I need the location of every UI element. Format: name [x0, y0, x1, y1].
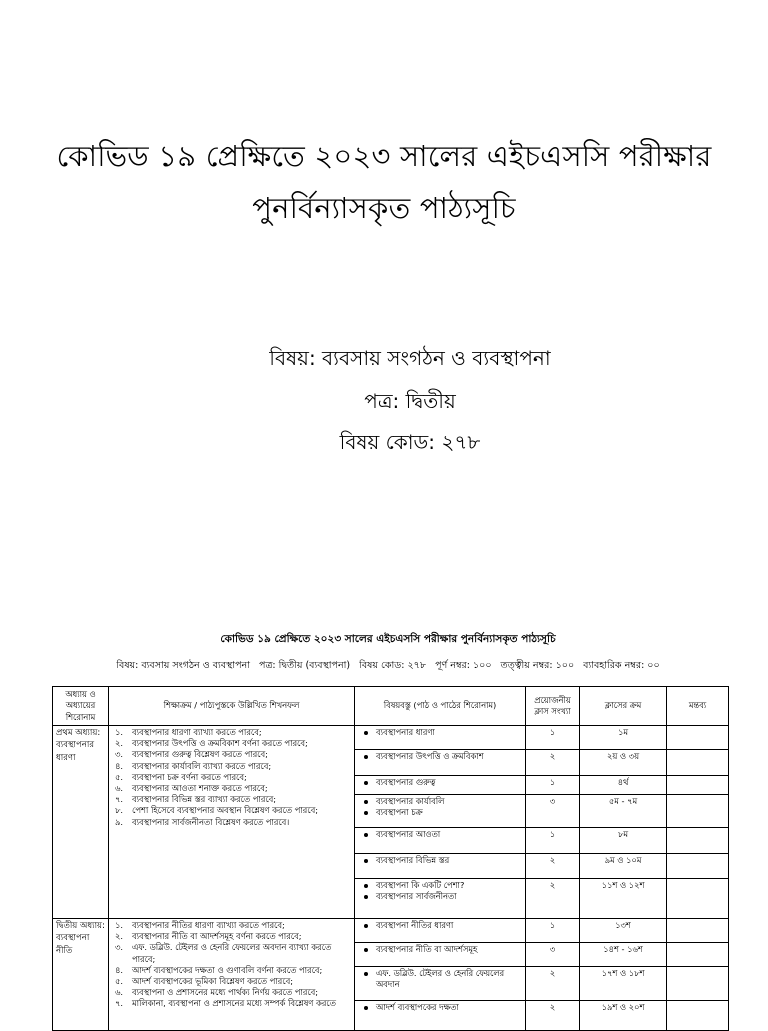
- outcome-number: ৩.: [115, 749, 124, 760]
- class-count: ২: [526, 1001, 580, 1031]
- topic-cell: [355, 919, 526, 943]
- topic-bullet: ব্যবস্থাপনার আওতা: [358, 829, 522, 840]
- outcome-item: [112, 761, 351, 772]
- remarks-cell: [667, 854, 729, 879]
- topic-bullet: ব্যবস্থাপনার সার্বজনীনতা: [358, 891, 522, 902]
- meta-paper: পত্র: দ্বিতীয় (ব্যবস্থাপনা): [259, 660, 351, 671]
- outcome-text: আদর্শ ব্যবস্থাপকের ভূমিকা বিশ্লেষণ করতে পারবে;: [132, 975, 293, 986]
- outcome-text: পারবে;: [132, 953, 156, 964]
- class-sequence: ১১শ ও ১২শ: [580, 879, 667, 919]
- class-count: ২: [526, 750, 580, 776]
- outcome-number: ১.: [115, 727, 124, 737]
- syllabus-table: [52, 686, 729, 1031]
- header-chapter: অধ্যায় ও অধ্যায়ের শিরোনাম: [53, 687, 109, 726]
- topic-bullet: ব্যবস্থাপনা কি একটি পেশা?: [358, 880, 522, 891]
- outcome-number: ৪.: [115, 760, 124, 771]
- outcome-text: ব্যবস্থাপনা চক্র বর্ণনা করতে পারবে;: [132, 771, 247, 782]
- outcome-number: ৮.: [115, 805, 124, 816]
- outcome-item: [112, 965, 351, 976]
- remarks-cell: [667, 1001, 729, 1031]
- topic-cell: [355, 854, 526, 879]
- subject-code-line: বিষয় কোড: ২৭৮: [339, 430, 481, 454]
- remarks-cell: [667, 943, 729, 967]
- outcome-number: ১.: [115, 920, 124, 930]
- outcome-number: ৫.: [115, 975, 124, 986]
- outcome-number: ৭.: [115, 794, 124, 805]
- outcome-text: ব্যবস্থাপনার বিভিন্ন স্তর ব্যাখ্যা করতে পারবে;: [132, 794, 277, 805]
- outcome-text: ব্যবস্থাপনার উৎপত্তি ও ক্রমবিকাশ বর্ণনা করতে পারবে;: [132, 738, 308, 749]
- learning-outcomes: [109, 919, 355, 1031]
- remarks-cell: [667, 828, 729, 854]
- topic-bullet: ব্যবস্থাপনা নীতির ধারণা: [358, 920, 522, 931]
- outcome-item: [112, 998, 351, 1009]
- class-count: ১: [526, 828, 580, 854]
- outcome-item: [112, 931, 351, 942]
- topic-bullet: ব্যবস্থাপনার গুরুত্ব: [358, 777, 522, 788]
- topic-bullet: ব্যবস্থাপনার ধারণা: [358, 727, 522, 738]
- topic-bullet: ব্যবস্থাপনার বিভিন্ন স্তর: [358, 855, 522, 866]
- header-sequence: ক্লাসের ক্রম: [580, 687, 667, 726]
- syllabus-meta: [0, 659, 768, 674]
- remarks-cell: [667, 879, 729, 919]
- class-count: ২: [526, 854, 580, 879]
- meta-full-marks: পূর্ণ নম্বর: ১০০: [435, 660, 492, 671]
- remarks-cell: [667, 750, 729, 776]
- outcome-item: [112, 783, 351, 794]
- outcome-item: [112, 954, 351, 965]
- topic-bullet: ব্যবস্থাপনা চক্র: [358, 807, 522, 818]
- remarks-cell: [667, 795, 729, 828]
- class-count: ৩: [526, 943, 580, 967]
- chapter-title: প্রথম অধ্যায়: ব্যবস্থাপনার ধারণা: [53, 726, 109, 919]
- outcome-item: [112, 976, 351, 987]
- outcome-item: [112, 817, 351, 828]
- class-sequence: ৫ম - ৭ম: [580, 795, 667, 828]
- topic-bullet: আদর্শ ব্যবস্থাপকের দক্ষতা: [358, 1002, 522, 1013]
- document-title-line-2: পুনর্বিন্যাসকৃত পাঠ্যসূচি: [252, 191, 516, 225]
- outcome-text: ব্যবস্থাপনার আওতা শনাক্ত করতে পারবে;: [132, 782, 268, 793]
- topic-cell: [355, 750, 526, 776]
- topic-cell: [355, 828, 526, 854]
- outcome-text: ব্যবস্থাপনার নীতির ধারণা ব্যাখ্যা করতে পারবে;: [132, 920, 285, 930]
- topic-cell: [355, 967, 526, 1001]
- topic-cell: [355, 776, 526, 795]
- meta-code: বিষয় কোড: ২৭৮: [359, 660, 427, 671]
- header-topics: বিষয়বস্তু (পাঠ ও পাঠের শিরোনাম): [355, 687, 526, 726]
- class-count: ১: [526, 776, 580, 795]
- learning-outcomes: [109, 726, 355, 919]
- outcome-number: ২.: [115, 738, 124, 749]
- class-sequence: ১৩শ: [580, 919, 667, 943]
- class-count: ২: [526, 967, 580, 1001]
- class-sequence: ৪র্থ: [580, 776, 667, 795]
- remarks-cell: [667, 919, 729, 943]
- class-count: ১: [526, 726, 580, 750]
- outcome-text: আদর্শ ব্যবস্থাপকের দক্ষতা ও গুণাবলি বর্ণনা করতে পারবে;: [132, 964, 323, 975]
- outcome-text: মালিকানা, ব্যবস্থাপনা ও প্রশাসনের মধ্যে সম্পর্ক বিশ্লেষণ করতে: [132, 998, 336, 1009]
- outcome-number: ৬.: [115, 782, 124, 793]
- header-remarks: মন্তব্য: [667, 687, 729, 726]
- outcome-item: [112, 942, 351, 953]
- remarks-cell: [667, 776, 729, 795]
- topic-cell: [355, 795, 526, 828]
- class-count: ১: [526, 919, 580, 943]
- class-sequence: ৯ম ও ১০ম: [580, 854, 667, 879]
- meta-practical-marks: ব্যাবহারিক নম্বর: ০০: [583, 660, 660, 671]
- class-sequence: ২য় ও ৩য়: [580, 750, 667, 776]
- outcome-number: ৫.: [115, 771, 124, 782]
- class-count: ২: [526, 879, 580, 919]
- outcome-item: [112, 794, 351, 805]
- outcome-number: ২.: [115, 931, 124, 942]
- chapter-title: দ্বিতীয় অধ্যায়: ব্যবস্থাপনা নীতি: [53, 919, 109, 1031]
- outcome-text: ব্যবস্থাপনার গুরুত্ব বিশ্লেষণ করতে পারবে;: [132, 749, 268, 760]
- subject-line: বিষয়: ব্যবসায় সংগঠন ও ব্যবস্থাপনা: [269, 346, 551, 370]
- outcome-number: ৪.: [115, 964, 124, 975]
- outcome-item: [112, 738, 351, 749]
- outcome-number: ৭.: [115, 998, 124, 1009]
- outcome-item: [112, 805, 351, 816]
- topic-bullet: এফ. ডব্লিউ. টেইলর ও হেনরি ফেয়লের অবদান: [358, 968, 522, 990]
- outcome-number: ৩.: [115, 942, 124, 953]
- outcome-item: [112, 987, 351, 998]
- table-row: [53, 919, 729, 943]
- topic-bullet: ব্যবস্থাপনার নীতি বা আদর্শসমূহ: [358, 944, 522, 955]
- class-sequence: ৮ম: [580, 828, 667, 854]
- topic-cell: [355, 726, 526, 750]
- header-classes: প্রয়োজনীয় ক্লাস সংখ্যা: [526, 687, 580, 726]
- outcome-item: [112, 772, 351, 783]
- remarks-cell: [667, 726, 729, 750]
- outcome-item: [112, 920, 351, 931]
- header-outcomes: শিক্ষাক্রম / পাঠ্যপুস্তকে উল্লিখিত শিখনফল: [109, 687, 355, 726]
- outcome-text: ব্যবস্থাপনার সার্বজনীনতা বিশ্লেষণ করতে পারবে।: [132, 816, 290, 827]
- outcome-text: ব্যবস্থাপনা ও প্রশাসনের মধ্যে পার্থক্য নির্ণয় করতে পারবে;: [132, 987, 319, 998]
- outcome-item: [112, 727, 351, 738]
- table-header-row: [53, 687, 729, 726]
- meta-theory-marks: তত্ত্বীয় নম্বর: ১০০: [500, 660, 575, 671]
- class-count: ৩: [526, 795, 580, 828]
- class-sequence: ১৭শ ও ১৮শ: [580, 967, 667, 1001]
- outcome-text: ব্যবস্থাপনার কার্যাবলি ব্যাখ্যা করতে পারবে;: [132, 760, 272, 771]
- outcome-text: ব্যবস্থাপনার ধারণা ব্যাখ্যা করতে পারবে;: [132, 727, 262, 737]
- table-row: [53, 726, 729, 750]
- meta-subject: বিষয়: ব্যবসায় সংগঠন ও ব্যবস্থাপনা: [116, 660, 250, 671]
- outcome-text: পেশা হিসেবে ব্যবস্থাপনার অবস্থান বিশ্লেষণ করতে পারবে;: [132, 805, 318, 816]
- outcome-number: ৯.: [115, 816, 124, 827]
- class-sequence: ১৪শ - ১৬শ: [580, 943, 667, 967]
- syllabus-title: কোভিড ১৯ প্রেক্ষিতে ২০২৩ সালের এইচএসসি পরীক্ষার পুনর্বিন্যাসকৃত পাঠ্যসূচি: [220, 633, 556, 645]
- class-sequence: ১৯শ ও ২০শ: [580, 1001, 667, 1031]
- outcome-text: এফ. ডব্লিউ. টেইলর ও হেনরি ফেয়লের অবদান ব্যাখ্যা করতে: [132, 942, 332, 953]
- topic-cell: [355, 879, 526, 919]
- paper-line: পত্র: দ্বিতীয়: [364, 389, 456, 413]
- remarks-cell: [667, 967, 729, 1001]
- topic-bullet: ব্যবস্থাপনার উৎপত্তি ও ক্রমবিকাশ: [358, 751, 522, 762]
- class-sequence: ১ম: [580, 726, 667, 750]
- document-title-line-1: কোভিড ১৯ প্রেক্ষিতে ২০২৩ সালের এইচএসসি পরীক্ষার: [56, 139, 712, 173]
- topic-cell: [355, 1001, 526, 1031]
- topic-cell: [355, 943, 526, 967]
- topic-bullet: ব্যবস্থাপনার কার্যাবলি: [358, 796, 522, 807]
- outcome-number: ৬.: [115, 987, 124, 998]
- outcome-item: [112, 749, 351, 760]
- outcome-text: ব্যবস্থাপনার নীতি বা আদর্শসমূহ বর্ণনা করতে পারবে;: [132, 931, 302, 942]
